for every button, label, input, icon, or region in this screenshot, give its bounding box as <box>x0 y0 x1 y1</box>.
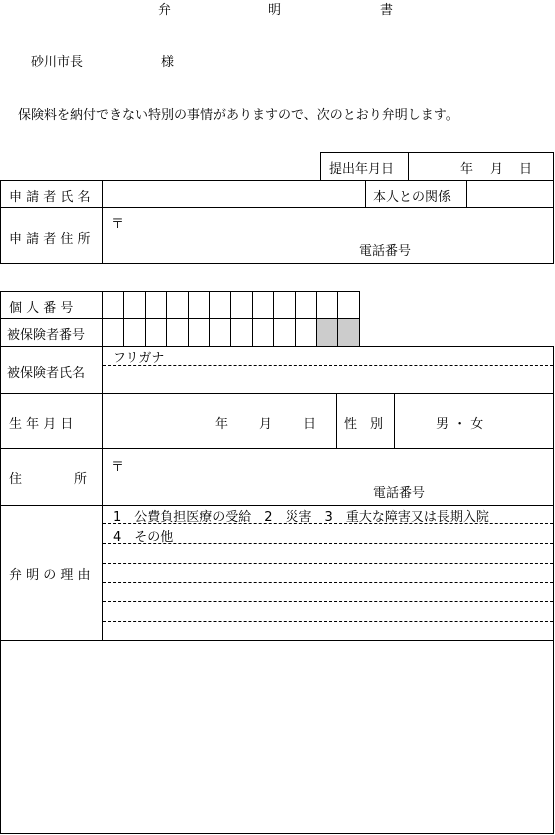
birth-date-field[interactable] <box>103 394 335 447</box>
title-char-2: 明 <box>268 3 282 18</box>
applicant-name-field[interactable] <box>103 181 364 206</box>
title-char-1: 弁 <box>158 3 172 18</box>
applicant-address-field[interactable] <box>103 208 553 263</box>
insured-name-field[interactable] <box>103 366 553 392</box>
reason-options-line1: 1 公費負担医療の受給 2 災害 3 重大な障害又は長期入院 <box>113 510 489 525</box>
insured-address-label: 住 所 <box>9 472 88 487</box>
gender-options[interactable]: 男 ・ 女 <box>436 417 484 432</box>
reason-field[interactable] <box>103 506 553 640</box>
submission-date-label: 提出年月日 <box>329 162 395 177</box>
submission-month: 月 <box>490 162 504 177</box>
applicant-postal-mark: 〒 <box>111 217 125 232</box>
insured-postal-mark: 〒 <box>111 460 125 475</box>
birth-month: 月 <box>259 417 273 432</box>
applicant-address-label: 申 請 者 住 所 <box>9 232 91 247</box>
personal-number-label: 個 人 番 号 <box>9 301 74 316</box>
applicant-name-label: 申 請 者 氏 名 <box>9 190 91 205</box>
insured-name-label: 被保険者氏名 <box>7 366 86 381</box>
submission-year: 年 <box>460 162 474 177</box>
addressee: 砂川市長 <box>31 55 84 70</box>
document-title <box>0 0 555 20</box>
honorific: 様 <box>161 55 175 70</box>
insured-address-field[interactable] <box>103 449 553 504</box>
relation-label: 本人との関係 <box>373 190 452 205</box>
birth-year: 年 <box>215 417 229 432</box>
birth-date-label: 生 年 月 日 <box>9 417 74 432</box>
number-grid-cells[interactable] <box>102 291 360 347</box>
statement: 保険料を納付できない特別の事情がありますので、次のとおり弁明します。 <box>18 108 459 123</box>
applicant-phone-label: 電話番号 <box>359 244 412 259</box>
insured-phone-label: 電話番号 <box>373 486 426 501</box>
remarks-area[interactable] <box>0 640 554 834</box>
relation-field[interactable] <box>467 181 553 206</box>
submission-day: 日 <box>519 162 533 177</box>
reason-label: 弁 明 の 理 由 <box>9 568 91 583</box>
insured-number-label: 被保険者番号 <box>7 328 86 343</box>
furigana-label: フリガナ <box>113 351 165 366</box>
gender-label: 性 別 <box>344 417 384 432</box>
birth-day: 日 <box>303 417 317 432</box>
title-char-3: 書 <box>380 3 394 18</box>
reason-options-line2: 4 その他 <box>113 530 174 545</box>
